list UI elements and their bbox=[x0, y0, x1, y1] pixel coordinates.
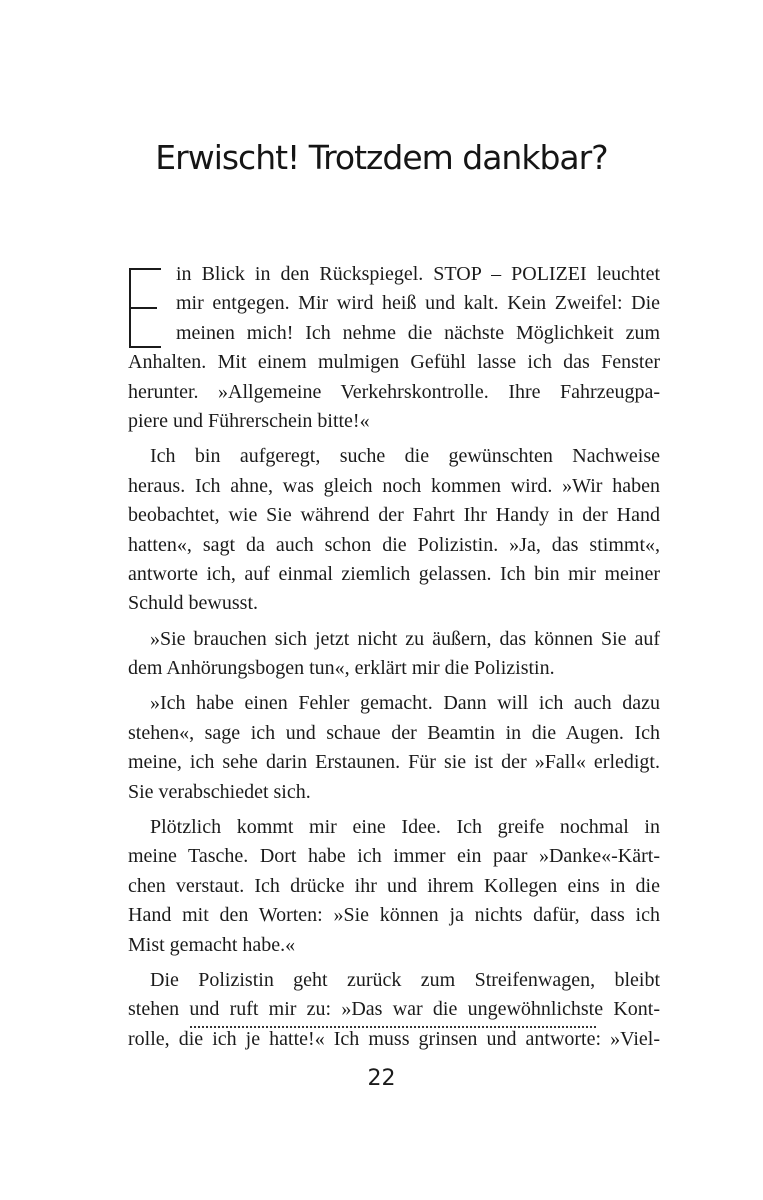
text-line: heraus. Ich ahne, was gleich noch kommen wird. »Wir haben bbox=[128, 474, 660, 497]
text-line: Sie verabschiedet sich. bbox=[128, 780, 311, 803]
text-line: chen verstaut. Ich drücke ihr und ihrem Kollegen eins in die bbox=[128, 874, 660, 897]
text-line: dem Anhörungsbogen tun«, erklärt mir die Polizistin. bbox=[128, 657, 555, 680]
text-line: Schuld bewusst. bbox=[128, 592, 258, 615]
text-line: mir entgegen. Mir wird heiß und kalt. Kein Zweifel: Die bbox=[176, 292, 660, 315]
body-text bbox=[128, 260, 660, 1054]
text-line: piere und Führerschein bitte!« bbox=[128, 409, 370, 432]
paragraph bbox=[128, 625, 660, 684]
text-line: beobachtet, wie Sie während der Fahrt Ihr Handy in der Hand bbox=[128, 504, 660, 527]
footer-dotted-rule bbox=[190, 1026, 596, 1028]
text-line: meine, ich sehe darin Erstaunen. Für sie ist der »Fall« erledigt. bbox=[128, 751, 660, 774]
paragraph bbox=[128, 813, 660, 960]
text-line: Hand mit den Worten: »Sie können ja nichts dafür, dass ich bbox=[128, 904, 660, 927]
chapter-title: Erwischt! Trotzdem dankbar? bbox=[155, 138, 608, 177]
text-line: »Sie brauchen sich jetzt nicht zu äußern, das können Sie auf bbox=[150, 627, 660, 650]
text-line: antworte ich, auf einmal ziemlich gelassen. Ich bin mir meiner bbox=[128, 562, 660, 585]
text-line: Anhalten. Mit einem mulmigen Gefühl lasse ich das Fenster bbox=[128, 351, 660, 374]
text-line: stehen und ruft mir zu: »Das war die ungewöhnlichste Kont- bbox=[128, 998, 660, 1021]
text-line: hatten«, sagt da auch schon die Polizistin. »Ja, das stimmt«, bbox=[128, 533, 660, 556]
text-line: rolle, die ich je hatte!« Ich muss grinsen und antworte: »Viel- bbox=[128, 1027, 660, 1050]
text-line: Ich bin aufgeregt, suche die gewünschten Nachweise bbox=[150, 445, 660, 468]
text-line: »Ich habe einen Fehler gemacht. Dann will ich auch dazu bbox=[150, 692, 660, 715]
page-number: 22 bbox=[367, 1066, 396, 1091]
paragraph bbox=[128, 966, 660, 1054]
text-line: in Blick in den Rückspiegel. STOP – POLIZEI leuchtet bbox=[176, 263, 660, 285]
paragraph bbox=[128, 442, 660, 618]
text-line: meinen mich! Ich nehme die nächste Möglichkeit zum bbox=[176, 321, 660, 344]
paragraph bbox=[128, 260, 660, 436]
text-line: meine Tasche. Dort habe ich immer ein paar »Danke«-Kärt- bbox=[128, 845, 660, 868]
text-line: Mist gemacht habe.« bbox=[128, 933, 296, 956]
text-line: Die Polizistin geht zurück zum Streifenwagen, bleibt bbox=[150, 968, 660, 991]
paragraph bbox=[128, 689, 660, 807]
text-line: Plötzlich kommt mir eine Idee. Ich greife nochmal in bbox=[150, 816, 660, 839]
text-line: stehen«, sage ich und schaue der Beamtin in die Augen. Ich bbox=[128, 721, 660, 744]
text-line: herunter. »Allgemeine Verkehrskontrolle. Ihre Fahrzeugpa- bbox=[128, 380, 660, 403]
